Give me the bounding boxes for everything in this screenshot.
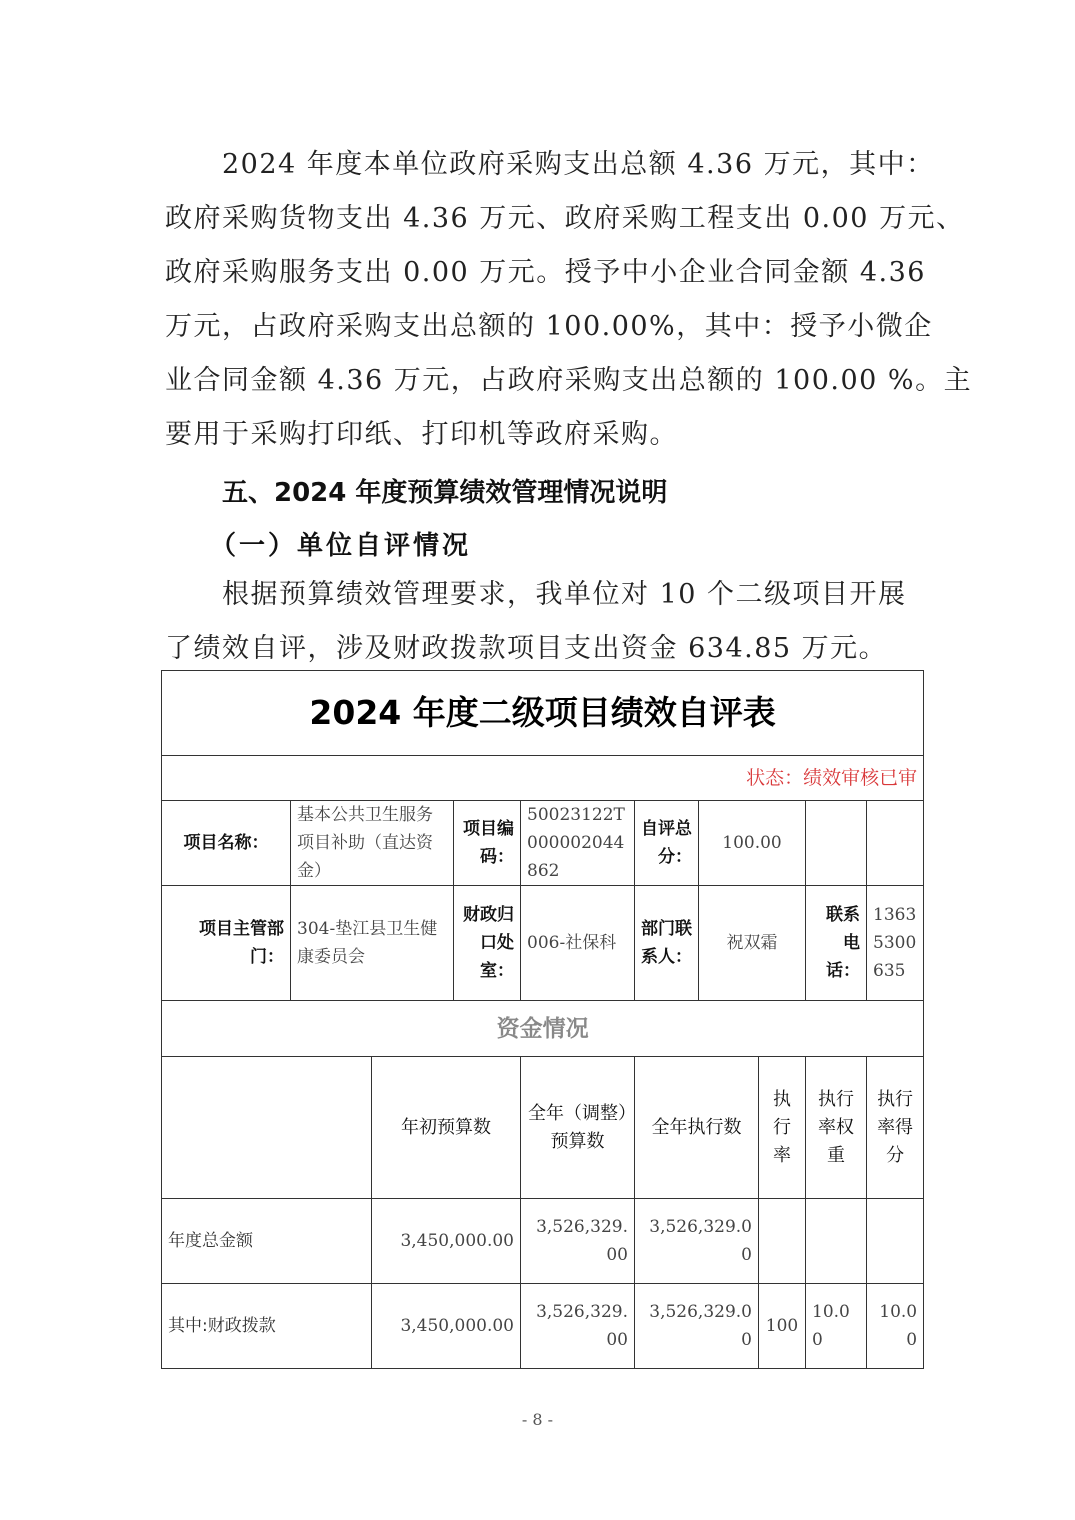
paragraph-line: 万元，占政府采购支出总额的 100.00%，其中：授予小微企	[165, 311, 933, 342]
paragraph-line: 业合同金额 4.36 万元，占政府采购支出总额的 100.00 %。主	[165, 365, 973, 396]
contact-value: 祝双霜	[699, 886, 806, 1001]
paragraph-line: 政府采购货物支出 4.36 万元、政府采购工程支出 0.00 万元、	[165, 203, 965, 234]
table-row	[162, 1199, 924, 1284]
performance-self-eval-table	[161, 670, 924, 1369]
exec-score-cell: 10.00	[867, 1284, 924, 1369]
header-exec-rate: 执行率	[759, 1057, 806, 1199]
adjusted-budget-cell: 3,526,329.00	[521, 1284, 635, 1369]
finance-office-label: 财政归口处室：	[454, 886, 521, 1001]
subsection-heading: （一）单位自评情况	[210, 531, 472, 561]
empty-cell	[867, 801, 924, 886]
page-number: - 8 -	[521, 1410, 554, 1429]
header-initial-budget: 年初预算数	[372, 1057, 521, 1199]
empty-cell	[806, 801, 867, 886]
adjusted-budget-cell: 3,526,329.00	[521, 1199, 635, 1284]
section-heading: 五、2024 年度预算绩效管理情况说明	[222, 478, 668, 508]
paragraph-line: 2024 年度本单位政府采购支出总额 4.36 万元，其中：	[165, 149, 935, 180]
phone-label: 联系电话：	[806, 886, 867, 1001]
header-executed: 全年执行数	[635, 1057, 759, 1199]
project-name-value: 基本公共卫生服务项目补助（直达资金）	[291, 801, 454, 886]
exec-score-cell	[867, 1199, 924, 1284]
executed-cell: 3,526,329.00	[635, 1284, 759, 1369]
self-score-value: 100.00	[699, 801, 806, 886]
self-eval-paragraph	[165, 568, 915, 676]
exec-weight-cell: 10.00	[806, 1284, 867, 1369]
contact-label: 部门联系人：	[635, 886, 699, 1001]
paragraph-line: 了绩效自评，涉及财政拨款项目支出资金 634.85 万元。	[165, 633, 888, 664]
procurement-paragraph	[165, 138, 973, 462]
executed-cell: 3,526,329.00	[635, 1199, 759, 1284]
dept-value: 304-垫江县卫生健康委员会	[291, 886, 454, 1001]
paragraph-line: 要用于采购打印纸、打印机等政府采购。	[165, 419, 678, 450]
table-title: 2024 年度二级项目绩效自评表	[162, 671, 924, 756]
initial-budget-cell: 3,450,000.00	[372, 1199, 521, 1284]
funds-header-blank	[162, 1057, 372, 1199]
table-row	[162, 1284, 924, 1369]
header-exec-weight: 执行率权重	[806, 1057, 867, 1199]
paragraph-line: 政府采购服务支出 0.00 万元。授予中小企业合同金额 4.36	[165, 257, 926, 288]
exec-rate-cell: 100	[759, 1284, 806, 1369]
exec-rate-cell	[759, 1199, 806, 1284]
row-label: 年度总金额	[162, 1199, 372, 1284]
finance-office-value: 006-社保科	[521, 886, 635, 1001]
project-name-label: 项目名称：	[162, 801, 291, 886]
header-exec-score: 执行率得分	[867, 1057, 924, 1199]
row-label: 其中:财政拨款	[162, 1284, 372, 1369]
exec-weight-cell	[806, 1199, 867, 1284]
project-code-label: 项目编码：	[454, 801, 521, 886]
header-adjusted-budget: 全年（调整）预算数	[521, 1057, 635, 1199]
project-code-value: 50023122T000002044862	[521, 801, 635, 886]
self-score-label: 自评总分：	[635, 801, 699, 886]
status-badge: 状态：绩效审核已审	[162, 756, 924, 801]
phone-value: 13635300635	[867, 886, 924, 1001]
dept-label: 项目主管部门：	[162, 886, 291, 1001]
initial-budget-cell: 3,450,000.00	[372, 1284, 521, 1369]
funds-section-title: 资金情况	[162, 1001, 924, 1057]
paragraph-line: 根据预算绩效管理要求，我单位对 10 个二级项目开展	[165, 579, 907, 610]
